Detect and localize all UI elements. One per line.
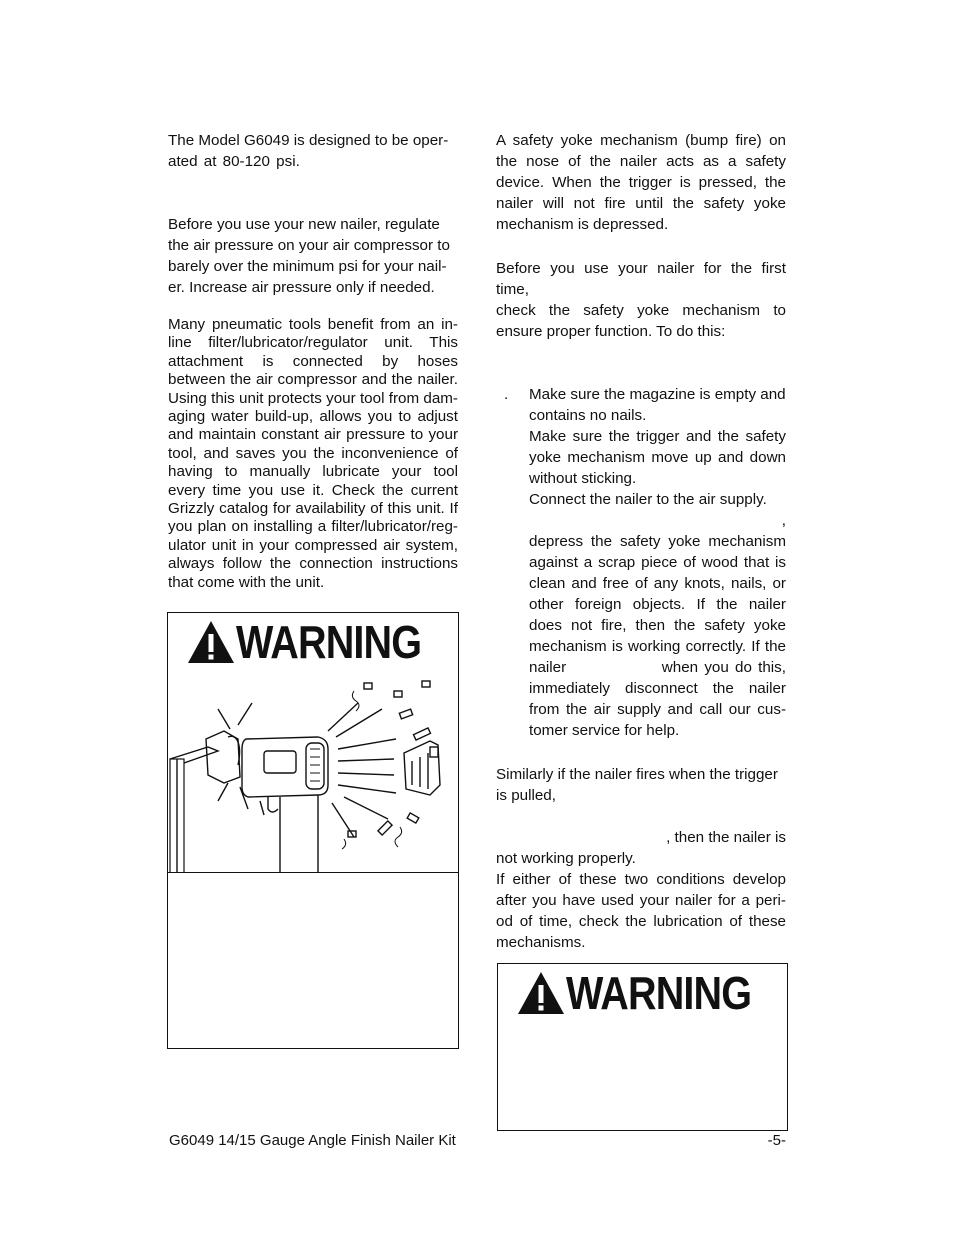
filter-paragraph [168, 316, 458, 592]
list-item [529, 489, 786, 510]
warning-box-2 [497, 963, 788, 1131]
text-line: mechanism is working correctly. If the [529, 638, 786, 655]
text-line: having to manually lubricate your tool [168, 463, 458, 481]
check-paragraph [496, 258, 786, 342]
text-line: od of time, check the lubrication of these [496, 913, 786, 930]
text-line: mechanisms. [496, 934, 586, 951]
text-line: check the safety yoke mechanism to [496, 302, 786, 319]
safety-yoke-paragraph [496, 130, 786, 235]
text-line: Similarly if the nailer fires when the trigger [496, 766, 778, 783]
text-line: does not fire, then the safety yoke [529, 617, 786, 634]
text-fragment: when you do this, [661, 659, 786, 676]
text-line: between the air compressor and the nailer. [168, 371, 458, 389]
text-line: The Model G6049 is designed to be oper- [168, 132, 449, 149]
footer-title: G6049 14/15 Gauge Angle Finish Nailer Kit [169, 1132, 456, 1149]
text-line: Make sure the trigger and the safety [529, 428, 786, 445]
text-line: , [781, 512, 786, 529]
text-line: mechanism is depressed. [496, 216, 669, 233]
warning-title: WARNING [236, 616, 422, 668]
warning-header [186, 617, 451, 667]
text-line [529, 657, 786, 678]
text-line: , then the nailer is [666, 829, 786, 846]
lubrication-paragraph [496, 869, 786, 953]
text-line: Grizzly catalog for availability of this unit. If [168, 500, 458, 518]
text-line: without sticking. [529, 470, 637, 487]
similarly-paragraph [496, 764, 786, 869]
text-line: every time you use it. Check the current [168, 481, 458, 499]
text-line: other foreign objects. If the nailer [529, 596, 786, 613]
list-item [529, 510, 786, 741]
text-line: tomer service for help. [529, 722, 680, 739]
text-line: attachment is connected by hoses [168, 352, 458, 370]
pressure-paragraph [168, 130, 458, 172]
step-marker: . [504, 386, 509, 403]
text-line: you plan on installing a filter/lubricator/reg- [168, 518, 458, 536]
text-line: Make sure the magazine is empty and [529, 386, 786, 403]
text-line: that come with the unit. [168, 573, 325, 591]
text-line: A safety yoke mechanism (bump fire) on [496, 132, 786, 149]
warning-divider [168, 872, 458, 873]
text-line: yoke mechanism move up and down [529, 449, 786, 466]
warning-box-nailer [167, 612, 459, 1049]
warning-triangle-icon [186, 619, 236, 665]
text-line: ensure proper function. To do this: [496, 323, 726, 340]
text-line: and maintain constant air pressure to your [168, 426, 458, 444]
text-line: depress the safety yoke mechanism [529, 533, 786, 550]
text-line: Using this unit protects your tool from dam- [168, 389, 458, 407]
warning-triangle-icon [516, 970, 566, 1016]
text-line: er. Increase air pressure only if needed. [168, 279, 435, 296]
text-line: contains no nails. [529, 407, 647, 424]
list-item [529, 426, 786, 489]
text-line: not working properly. [496, 850, 636, 867]
text-line: Before you use your new nailer, regulate [168, 216, 440, 233]
text-line: after you have used your nailer for a peri- [496, 892, 786, 909]
text-line [496, 806, 786, 827]
text-line: immediately disconnect the nailer [529, 680, 786, 697]
text-line: device. When the trigger is pressed, the [496, 174, 786, 191]
text-line: Before you use your nailer for the first time, [496, 260, 786, 298]
text-line: If either of these two conditions develop [496, 871, 786, 888]
warning-title: WARNING [566, 967, 752, 1019]
regulate-paragraph [168, 214, 458, 298]
text-line: the air pressure on your air compressor to [168, 237, 450, 254]
text-line: line filter/lubricator/regulator unit. This [168, 334, 458, 352]
text-line: Connect the nailer to the air supply. [529, 491, 767, 508]
warning-header [516, 968, 781, 1018]
text-line: tool, and saves you the inconvenience of [168, 444, 458, 462]
text-line: aging water build-up, allows you to adjust [168, 408, 458, 426]
nailer-burst-illustration [168, 669, 458, 873]
text-line: against a scrap piece of wood that is [529, 554, 786, 571]
text-line: is pulled, [496, 787, 556, 804]
text-line: from the air supply and call our cus- [529, 701, 786, 718]
text-line: barely over the minimum psi for your nail- [168, 258, 447, 275]
text-fragment: nailer [529, 659, 567, 676]
text-line: ulator unit in your compressed air system, [168, 536, 458, 554]
text-line: ated at 80-120 psi. [168, 153, 300, 170]
text-line: the nose of the nailer acts as a safety [496, 153, 786, 170]
text-line: nailer will not fire until the safety yoke [496, 195, 786, 212]
page-number: -5- [767, 1132, 786, 1149]
text-line: Many pneumatic tools benefit from an in- [168, 316, 458, 333]
text-line: always follow the connection instructions [168, 555, 458, 573]
text-line: clean and free of any knots, nails, or [529, 575, 786, 592]
list-item [529, 384, 786, 426]
